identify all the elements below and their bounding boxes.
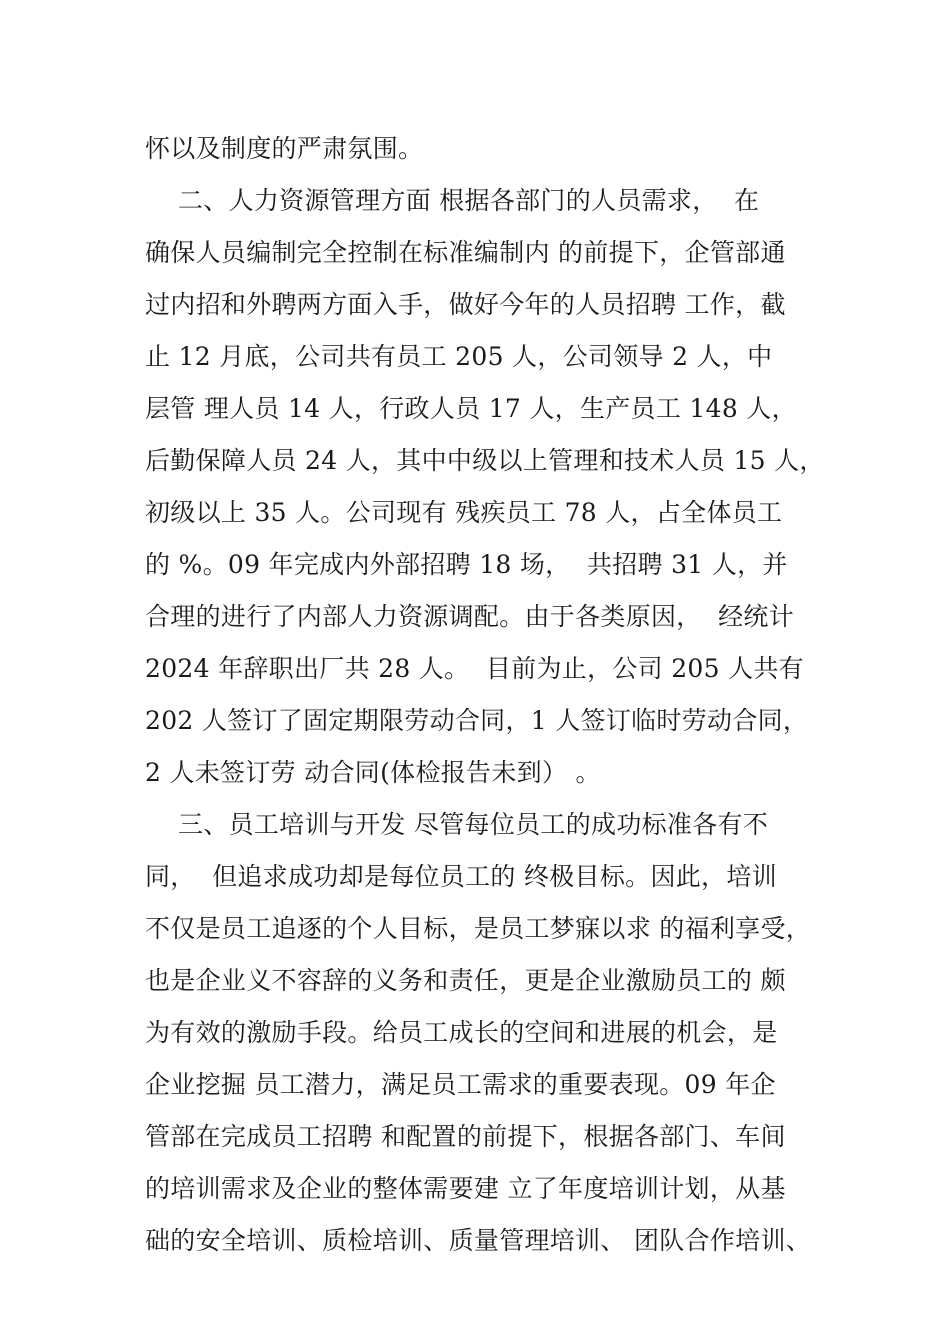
text-line: 初级以上 35 人。公司现有 残疾员工 78 人，占全体员工 xyxy=(145,498,783,527)
text-line: 三、员工培训与开发 尽管每位员工的成功标准各有不 xyxy=(145,810,769,839)
text-line: 不仅是员工追逐的个人目标，是员工梦寐以求 的福利享受， xyxy=(145,914,812,943)
text-line: 确保人员编制完全控制在标准编制内 的前提下，企管部通 xyxy=(145,238,786,267)
text-line: 管部在完成员工招聘 和配置的前提下，根据各部门、车间 xyxy=(145,1122,786,1151)
text-line: 企业挖掘 员工潜力，满足员工需求的重要表现。09 年企 xyxy=(145,1070,776,1099)
text-line: 怀以及制度的严肃氛围。 xyxy=(145,134,424,163)
text-line: 层管 理人员 14 人，行政人员 17 人，生产员工 148 人， xyxy=(145,394,797,423)
text-line: 202 人签订了固定期限劳动合同，1 人签订临时劳动合同， xyxy=(145,706,809,735)
text-line: 为有效的激励手段。给员工成长的空间和进展的机会，是 xyxy=(145,1018,778,1047)
text-line: 止 12 月底，公司共有员工 205 人，公司领导 2 人，中 xyxy=(145,342,773,371)
text-line: 合理的进行了内部人力资源调配。由于各类原因， 经统计 xyxy=(145,602,794,631)
text-line: 的 %。09 年完成内外部招聘 18 场， 共招聘 31 人，并 xyxy=(145,550,788,579)
text-line: 2 人未签订劳 动合同(体检报告未到） 。 xyxy=(145,758,601,787)
text-line: 过内招和外聘两方面入手，做好今年的人员招聘 工作，截 xyxy=(145,290,786,319)
text-line: 2024 年辞职出厂共 28 人。 目前为止，公司 205 人共有 xyxy=(145,654,804,683)
text-line: 同， 但追求成功却是每位员工的 终极目标。因此，培训 xyxy=(145,862,777,891)
text-line: 础的安全培训、质检培训、质量管理培训、 团队合作培训、 xyxy=(145,1226,812,1255)
text-line: 也是企业义不容辞的义务和责任，更是企业激励员工的 颇 xyxy=(145,966,786,995)
text-line: 二、人力资源管理方面 根据各部门的人员需求， 在 xyxy=(145,186,760,215)
text-line: 的培训需求及企业的整体需要建 立了年度培训计划，从基 xyxy=(145,1174,786,1203)
text-line: 后勤保障人员 24 人，其中中级以上管理和技术人员 15 人， xyxy=(145,446,825,475)
